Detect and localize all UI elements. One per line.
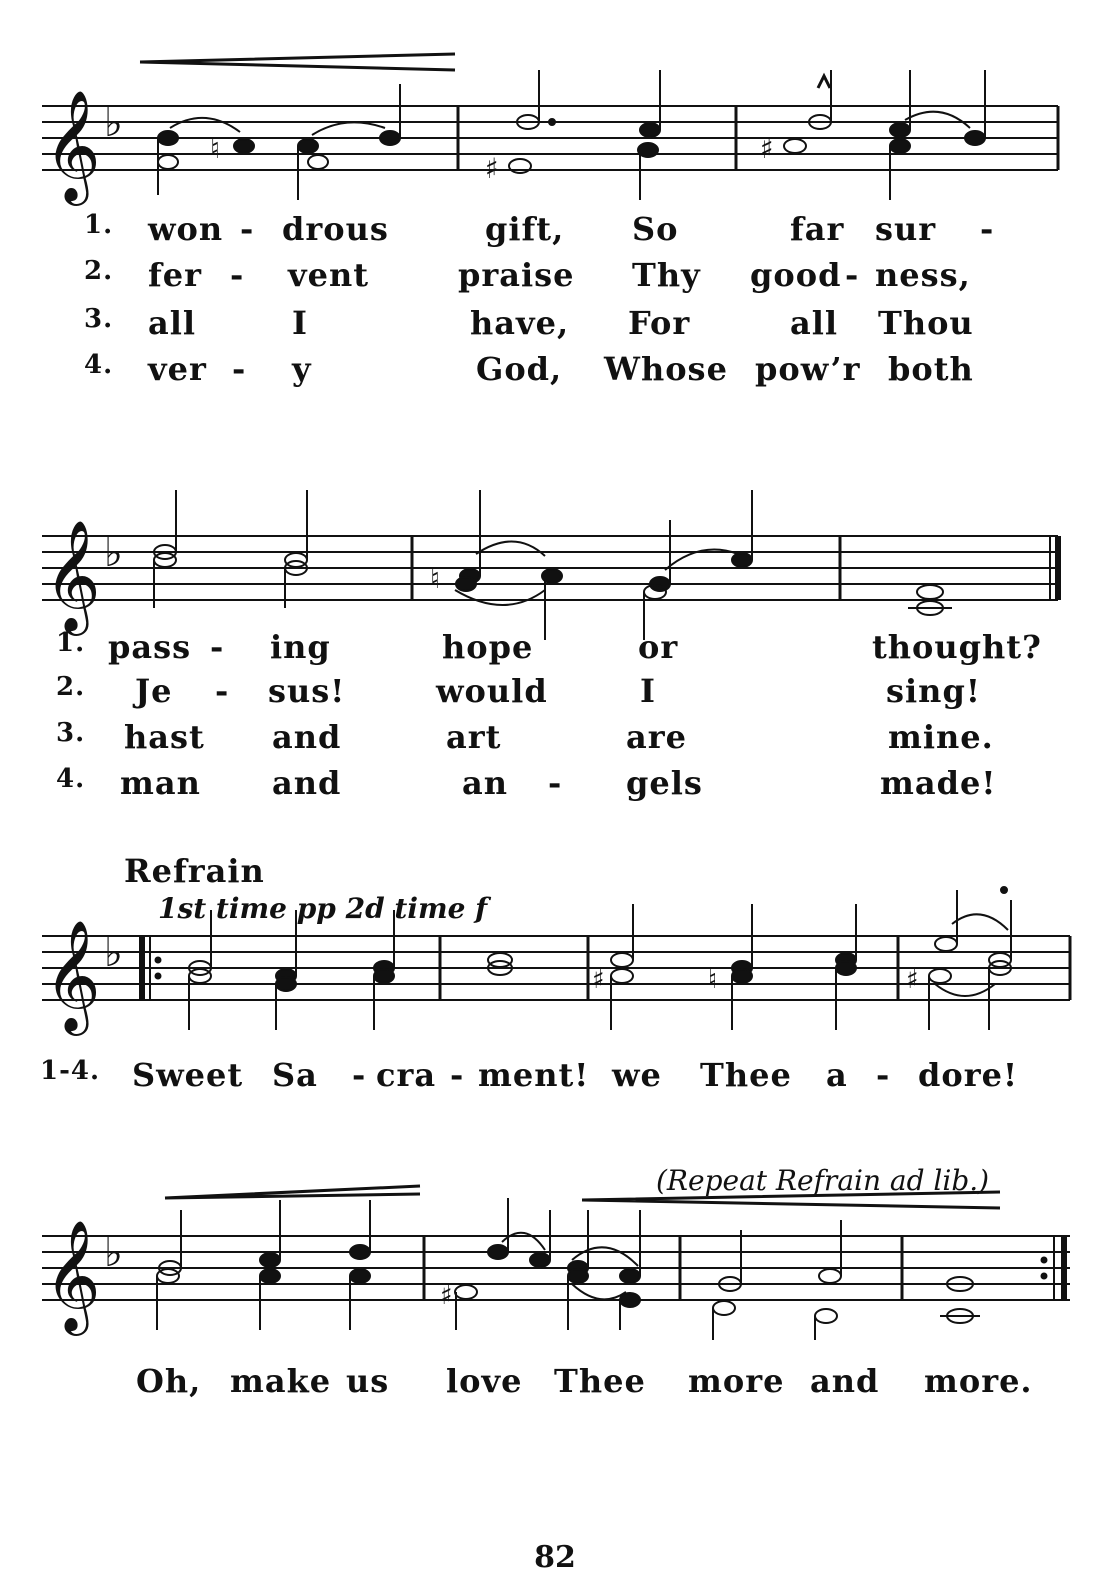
lyric-syllable: and: [810, 1362, 880, 1400]
lyric-syllable: more.: [924, 1362, 1033, 1400]
flat-key-signature-icon: ♭: [104, 100, 123, 146]
lyric-syllable: -: [548, 764, 563, 802]
treble-clef-icon: 𝄞: [44, 919, 101, 1031]
repeat-direction: (Repeat Refrain ad lib.): [656, 1164, 990, 1197]
lyric-syllable: have,: [470, 304, 570, 342]
svg-text:♮: ♮: [708, 965, 718, 995]
treble-clef-icon: 𝄞: [44, 1219, 101, 1331]
refrain-heading: Refrain: [124, 852, 265, 890]
lyric-syllable: -: [450, 1056, 465, 1094]
lyric-syllable: love: [446, 1362, 523, 1400]
lyric-syllable: made!: [880, 764, 997, 802]
lyric-syllable: mine.: [888, 718, 994, 756]
lyric-syllable: God,: [476, 350, 563, 388]
verse-number: 4.: [56, 764, 86, 794]
lyric-syllable: So: [632, 210, 679, 248]
lyric-syllable: us: [346, 1362, 390, 1400]
lyric-syllable: ness,: [875, 256, 971, 294]
lyric-syllable: -: [352, 1056, 367, 1094]
lyric-syllable: hope: [442, 628, 534, 666]
treble-clef-icon: [44, 89, 101, 206]
lyric-syllable: ment!: [478, 1056, 590, 1094]
lyric-syllable: Thee: [700, 1056, 792, 1094]
lyric-syllable: -: [232, 350, 247, 388]
lyric-syllable: -: [980, 210, 995, 248]
lyric-syllable: art: [446, 718, 502, 756]
lyric-syllable: -: [215, 672, 230, 710]
flat-key-signature-icon: ♭: [104, 930, 123, 976]
verse-number: 2.: [56, 672, 86, 702]
svg-text:♯: ♯: [592, 965, 605, 995]
lyric-syllable: -: [230, 256, 245, 294]
lyric-syllable: or: [638, 628, 679, 666]
lyric-syllable: -: [240, 210, 255, 248]
staff-refrain: [0, 880, 1110, 1040]
verse-number: 1-4.: [40, 1056, 101, 1086]
flat-key-signature-icon: ♭: [104, 1230, 123, 1276]
svg-text:♯: ♯: [485, 152, 499, 185]
svg-text:♮: ♮: [430, 562, 441, 595]
accent-mark-icon: [818, 76, 830, 88]
lyric-syllable: would: [436, 672, 548, 710]
lyric-syllable: more: [688, 1362, 785, 1400]
staff-system-1: [0, 40, 1110, 210]
lyric-syllable: all: [148, 304, 197, 342]
lyric-syllable: dore!: [918, 1056, 1018, 1094]
lyric-syllable: -: [845, 256, 860, 294]
verse-number: 1.: [56, 628, 86, 658]
lyric-syllable: good: [750, 256, 842, 294]
lyric-syllable: vent: [288, 256, 369, 294]
verse-number: 1.: [84, 210, 114, 240]
final-lyrics: [0, 1362, 1110, 1402]
lyric-syllable: are: [626, 718, 687, 756]
verse-number: 3.: [56, 718, 86, 748]
lyric-syllable: Whose: [604, 350, 728, 388]
verse-number: 2.: [84, 256, 114, 286]
lyric-syllable: we: [612, 1056, 662, 1094]
lyric-syllable: sing!: [886, 672, 981, 710]
lyric-syllable: thought?: [872, 628, 1042, 666]
lyric-syllable: Thou: [878, 304, 974, 342]
lyric-syllable: Thee: [554, 1362, 646, 1400]
lyric-syllable: man: [120, 764, 201, 802]
lyric-syllable: far: [790, 210, 845, 248]
decrescendo-hairpin: [582, 1192, 1000, 1208]
lyric-syllable: -: [876, 1056, 891, 1094]
refrain-lyrics: [0, 1056, 1110, 1096]
lyric-syllable: gels: [626, 764, 703, 802]
lyric-syllable: won: [148, 210, 224, 248]
lyric-syllable: Je: [135, 672, 173, 710]
lyric-syllable: y: [292, 350, 312, 388]
lyric-syllable: fer: [148, 256, 202, 294]
crescendo-hairpin: [140, 54, 455, 70]
svg-text:♯: ♯: [760, 132, 774, 165]
lyric-syllable: cra: [376, 1056, 437, 1094]
lyric-syllable: pow’r: [755, 350, 861, 388]
lyric-syllable: sus!: [268, 672, 346, 710]
lyric-syllable: drous: [282, 210, 389, 248]
svg-text:𝄞: 𝄞: [44, 89, 101, 201]
lyric-syllable: Thy: [632, 256, 701, 294]
lyric-syllable: Oh,: [136, 1362, 202, 1400]
lyric-syllable: For: [628, 304, 691, 342]
lyric-syllable: hast: [124, 718, 205, 756]
lyric-syllable: -: [210, 628, 225, 666]
staff-final: [0, 1170, 1110, 1350]
verse-number: 4.: [84, 350, 114, 380]
dynamics-marking: 1st time pp 2d time f: [158, 892, 488, 925]
lyric-syllable: ing: [270, 628, 331, 666]
lyric-syllable: make: [230, 1362, 332, 1400]
lyric-syllable: praise: [458, 256, 575, 294]
crescendo-hairpin: [165, 1186, 420, 1198]
lyric-syllable: I: [292, 304, 308, 342]
verse-number: 3.: [84, 304, 114, 334]
verse-lyrics-system-1: [0, 210, 1110, 430]
lyric-syllable: Sweet: [132, 1056, 244, 1094]
lyric-syllable: ver: [148, 350, 207, 388]
flat-key-signature-icon: ♭: [104, 530, 123, 576]
lyric-syllable: Sa: [272, 1056, 318, 1094]
lyric-syllable: pass: [108, 628, 192, 666]
lyric-syllable: both: [888, 350, 974, 388]
lyric-syllable: I: [640, 672, 656, 710]
treble-clef-icon: 𝄞: [44, 519, 101, 631]
page-number: 82: [534, 1540, 576, 1575]
lyric-syllable: an: [462, 764, 508, 802]
lyric-syllable: gift,: [485, 210, 565, 248]
svg-text:♮: ♮: [210, 132, 221, 165]
verse-lyrics-system-2: [0, 628, 1110, 848]
lyric-syllable: and: [272, 764, 342, 802]
lyric-syllable: sur: [875, 210, 937, 248]
lyric-syllable: all: [790, 304, 839, 342]
lyric-syllable: and: [272, 718, 342, 756]
svg-text:♯: ♯: [440, 1281, 453, 1311]
svg-text:♯: ♯: [906, 965, 919, 995]
staff-system-2: [0, 470, 1110, 640]
lyric-syllable: a: [826, 1056, 848, 1094]
